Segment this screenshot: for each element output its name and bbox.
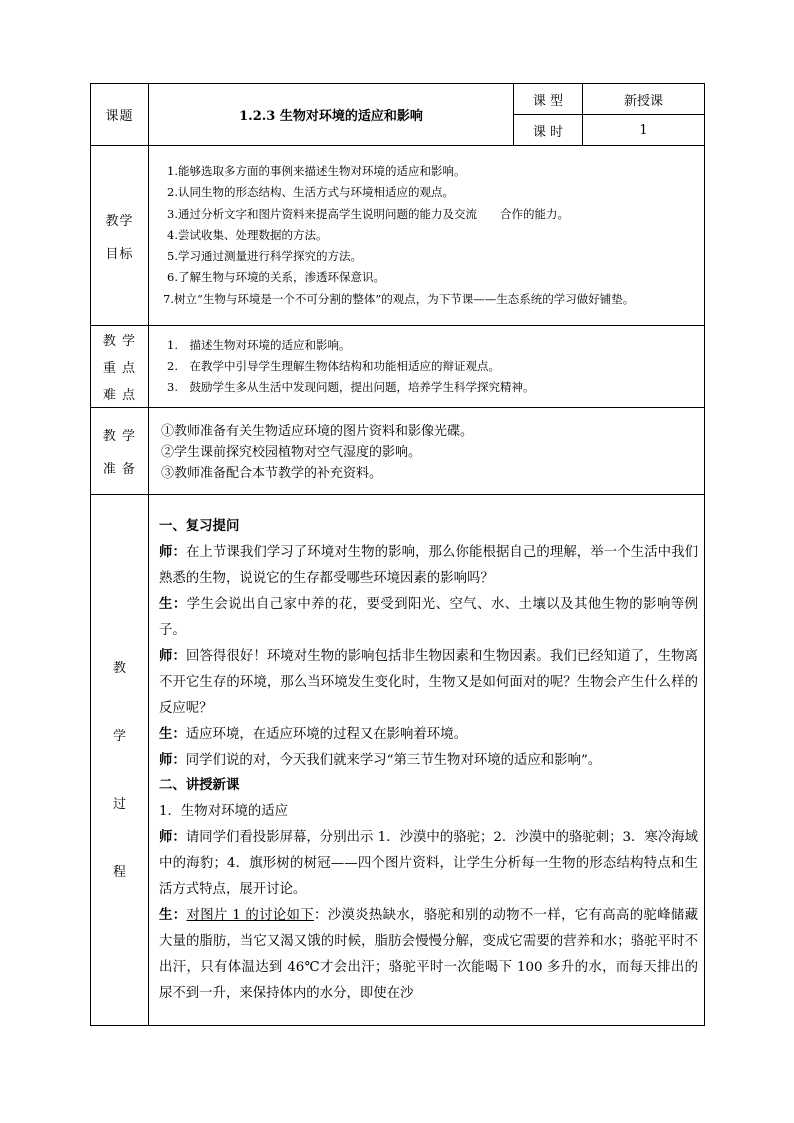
objectives-list — [149, 146, 705, 326]
key-points-label-line2: 重 点 — [102, 361, 137, 376]
preparation-item: ②学生课前探究校园植物对空气湿度的影响。 — [161, 444, 422, 460]
dialogue-paragraph — [159, 722, 698, 748]
dialogue-text: ：沙漠炎热缺水，骆驼和别的动物不一样，它有高高的驼峰储藏大量的脂肪，当它又渴又饿的时候，脂肪会慢慢分解，变成它需要的营养和水；骆驼平时不出汗，只有体温达到 46℃才会出汗；骆驼平时一次能喝下 100 多升的水，而每天排出的尿不到一升，来保持体内的水分，即使在沙 — [159, 907, 699, 1001]
preparation-item: ①教师准备有关生物适应环境的图片资料和影像光碟。 — [161, 423, 474, 439]
objective-item: 4.尝试收集、处理数据的方法。 — [167, 227, 328, 242]
speaker-label: 生： — [159, 906, 187, 923]
speaker-label: 生： — [159, 596, 187, 613]
key-points-label — [91, 326, 149, 408]
process-label-char: 学 — [112, 729, 126, 744]
dialogue-paragraph — [159, 540, 698, 592]
key-points-label-line1: 教 学 — [102, 334, 137, 349]
key-point-item: 2. 在教学中引导学生理解生物体结构和功能相适应的辩证观点。 — [167, 358, 500, 373]
key-points-label-line3: 难 点 — [102, 388, 137, 403]
process-label-char: 教 — [112, 661, 126, 676]
speaker-label: 师： — [159, 751, 186, 768]
type-label: 课 型 — [514, 84, 583, 115]
speaker-label: 师： — [159, 829, 186, 846]
process-label-char: 程 — [112, 865, 126, 880]
dialogue-text: 适应环境，在适应环境的过程又在影响着环境。 — [185, 726, 467, 742]
speaker-label: 师： — [159, 544, 186, 561]
type-value: 新授课 — [583, 84, 705, 115]
hours-label: 课 时 — [514, 115, 583, 146]
dialogue-paragraph — [159, 592, 698, 644]
dialogue-text: 在上节课我们学习了环境对生物的影响，那么你能根据自己的理解，举一个生活中我们熟悉的生物，说说它的生存都受哪些环境因素的影响吗？ — [159, 545, 699, 587]
dialogue-paragraph — [159, 903, 698, 1007]
preparation-item: ③教师准备配合本节教学的补充资料。 — [161, 465, 383, 481]
objective-item: 2.认同生物的形态结构、生活方式与环境相适应的观点。 — [167, 185, 454, 200]
lesson-title: 1.2.3 生物对环境的适应和影响 — [149, 84, 514, 146]
preparation-label-line1: 教 学 — [102, 429, 137, 444]
lesson-label: 课题 — [91, 84, 149, 146]
key-point-item: 3. 鼓励学生多从生活中发现问题，提出问题，培养学生科学探究精神。 — [167, 380, 535, 395]
preparation-label-line2: 准 备 — [102, 462, 137, 477]
objective-item: 6.了解生物与环境的关系，渗透环保意识。 — [167, 270, 385, 285]
objectives-label — [91, 146, 149, 326]
objectives-label-line1: 教学 — [105, 213, 134, 229]
preparation-list — [149, 408, 705, 495]
dialogue-text: 同学们说的对，今天我们就来学习“第三节生物对环境的适应和影响”。 — [185, 752, 602, 768]
subsection-heading: 1．生物对环境的适应 — [159, 804, 289, 820]
objectives-label-line2: 目标 — [105, 246, 134, 262]
objective-item: 7.树立“生物与环境是一个不可分割的整体”的观点，为下节课——生态系统的学习做好铺垫。 — [163, 291, 635, 306]
key-point-item: 1. 描述生物对环境的适应和影响。 — [167, 337, 351, 352]
section-heading: 一、复习提问 — [159, 518, 240, 535]
dialogue-underlined-text: 对图片 1 的讨论如下 — [186, 907, 314, 923]
dialogue-text: 请同学们看投影屏幕，分别出示 1．沙漠中的骆驼；2．沙漠中的骆驼刺；3．寒冷海域中的海豹；4．旗形树的树冠——四个图片资料，让学生分析每一生物的形态结构特点和生活方式特点，展开讨论。 — [159, 830, 699, 898]
dialogue-text: 回答得很好！环境对生物的影响包括非生物因素和生物因素。我们已经知道了，生物离不开它生存的环境，那么当环境发生变化时，生物又是如何面对的呢？生物会产生什么样的反应呢？ — [159, 648, 699, 716]
dialogue-paragraph — [159, 748, 698, 774]
lesson-plan-table — [90, 83, 705, 1026]
process-content — [149, 495, 705, 1026]
objective-item: 1.能够选取多方面的事例来描述生物对环境的适应和影响。 — [167, 163, 466, 178]
dialogue-paragraph — [159, 825, 698, 903]
section-heading: 二、讲授新课 — [159, 777, 240, 794]
dialogue-paragraph — [159, 644, 698, 722]
objective-item: 3.通过分析文字和图片资料来提高学生说明问题的能力及交流 合作的能力。 — [167, 206, 569, 221]
preparation-label — [91, 408, 149, 495]
process-label — [91, 495, 149, 1026]
speaker-label: 师： — [159, 647, 186, 664]
objective-item: 5.学习通过测量进行科学探究的方法。 — [167, 249, 362, 264]
hours-value: 1 — [583, 115, 705, 146]
speaker-label: 生： — [159, 725, 186, 742]
key-points-list — [149, 326, 705, 408]
dialogue-text: 学生会说出自己家中养的花，要受到阳光、空气、水、土壤以及其他生物的影响等例子。 — [159, 597, 699, 639]
process-label-char: 过 — [112, 797, 126, 812]
